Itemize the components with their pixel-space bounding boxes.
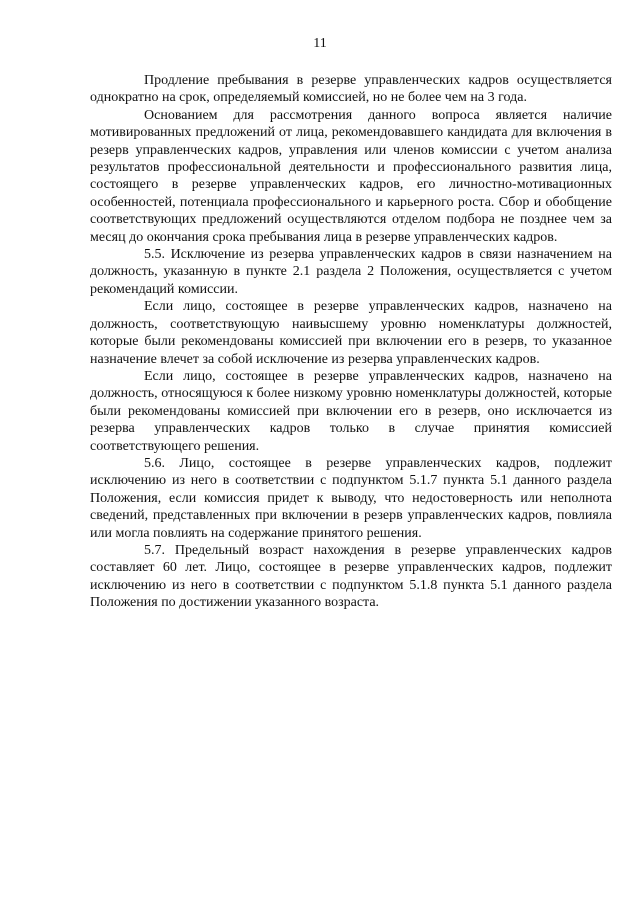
paragraph-extension-term: Продление пребывания в резерве управленческих кадров осуществляется однократно на срок, определяемый комиссией, но не более чем на 3 года. bbox=[90, 73, 612, 106]
paragraph-highest-level-appointment: Если лицо, состоящее в резерве управленческих кадров, назначено на должность, соответствующую наивысшему уровню номенклатуры должностей, которые были рекомендованы комиссией при включении его в резерв, то указанное назначение влечет за собой исключение из резерва управленческих кадров. bbox=[90, 299, 612, 367]
paragraph-lower-level-appointment: Если лицо, состоящее в резерве управленческих кадров, назначено на должность, относящуюся к более низкому уровню номенклатуры должностей, которые были рекомендованы комиссией при включении его в резерв, оно исключается из резерва управленческих кадров только в случае принятия комиссией соответствующего решения. bbox=[90, 368, 612, 454]
document-body bbox=[90, 72, 612, 612]
page-number: 11 bbox=[313, 36, 327, 51]
paragraph-extension-basis: Основанием для рассмотрения данного вопроса является наличие мотивированных предложений от лица, рекомендовавшего кандидата для включения в резерв управленческих кадров, управления или членов комиссии с учетом анализа результатов профессиональной деятельности и профессионального развития лица, состоящего в резерве управленческих кадров, его личностно-мотивационных особенностей, потенциала профессионального и карьерного роста. Сбор и обобщение соответствующих предложений осуществляются отделом подбора не позднее чем за месяц до окончания срока пребывания лица в резерве управленческих кадров. bbox=[90, 107, 612, 245]
paragraph-5-7: 5.7. Предельный возраст нахождения в резерве управленческих кадров составляет 60 лет. Лицо, состоящее в резерве управленческих кадров, подлежит исключению из него в соответствии с подпунктом 5.1.8 пункта 5.1 данного раздела Положения по достижении указанного возраста. bbox=[90, 542, 612, 611]
paragraph-5-5: 5.5. Исключение из резерва управленческих кадров в связи назначением на должность, указанную в пункте 2.1 раздела 2 Положения, осуществляется с учетом рекомендаций комиссии. bbox=[90, 247, 612, 297]
paragraph-5-6: 5.6. Лицо, состоящее в резерве управленческих кадров, подлежит исключению из него в соответствии с подпунктом 5.1.7 пункта 5.1 данного раздела Положения, если комиссия придет к выводу, что недостоверность или неполнота сведений, представленных при включении в резерв управленческих кадров, повлияла или могла повлиять на содержание принятого решения. bbox=[90, 455, 612, 541]
